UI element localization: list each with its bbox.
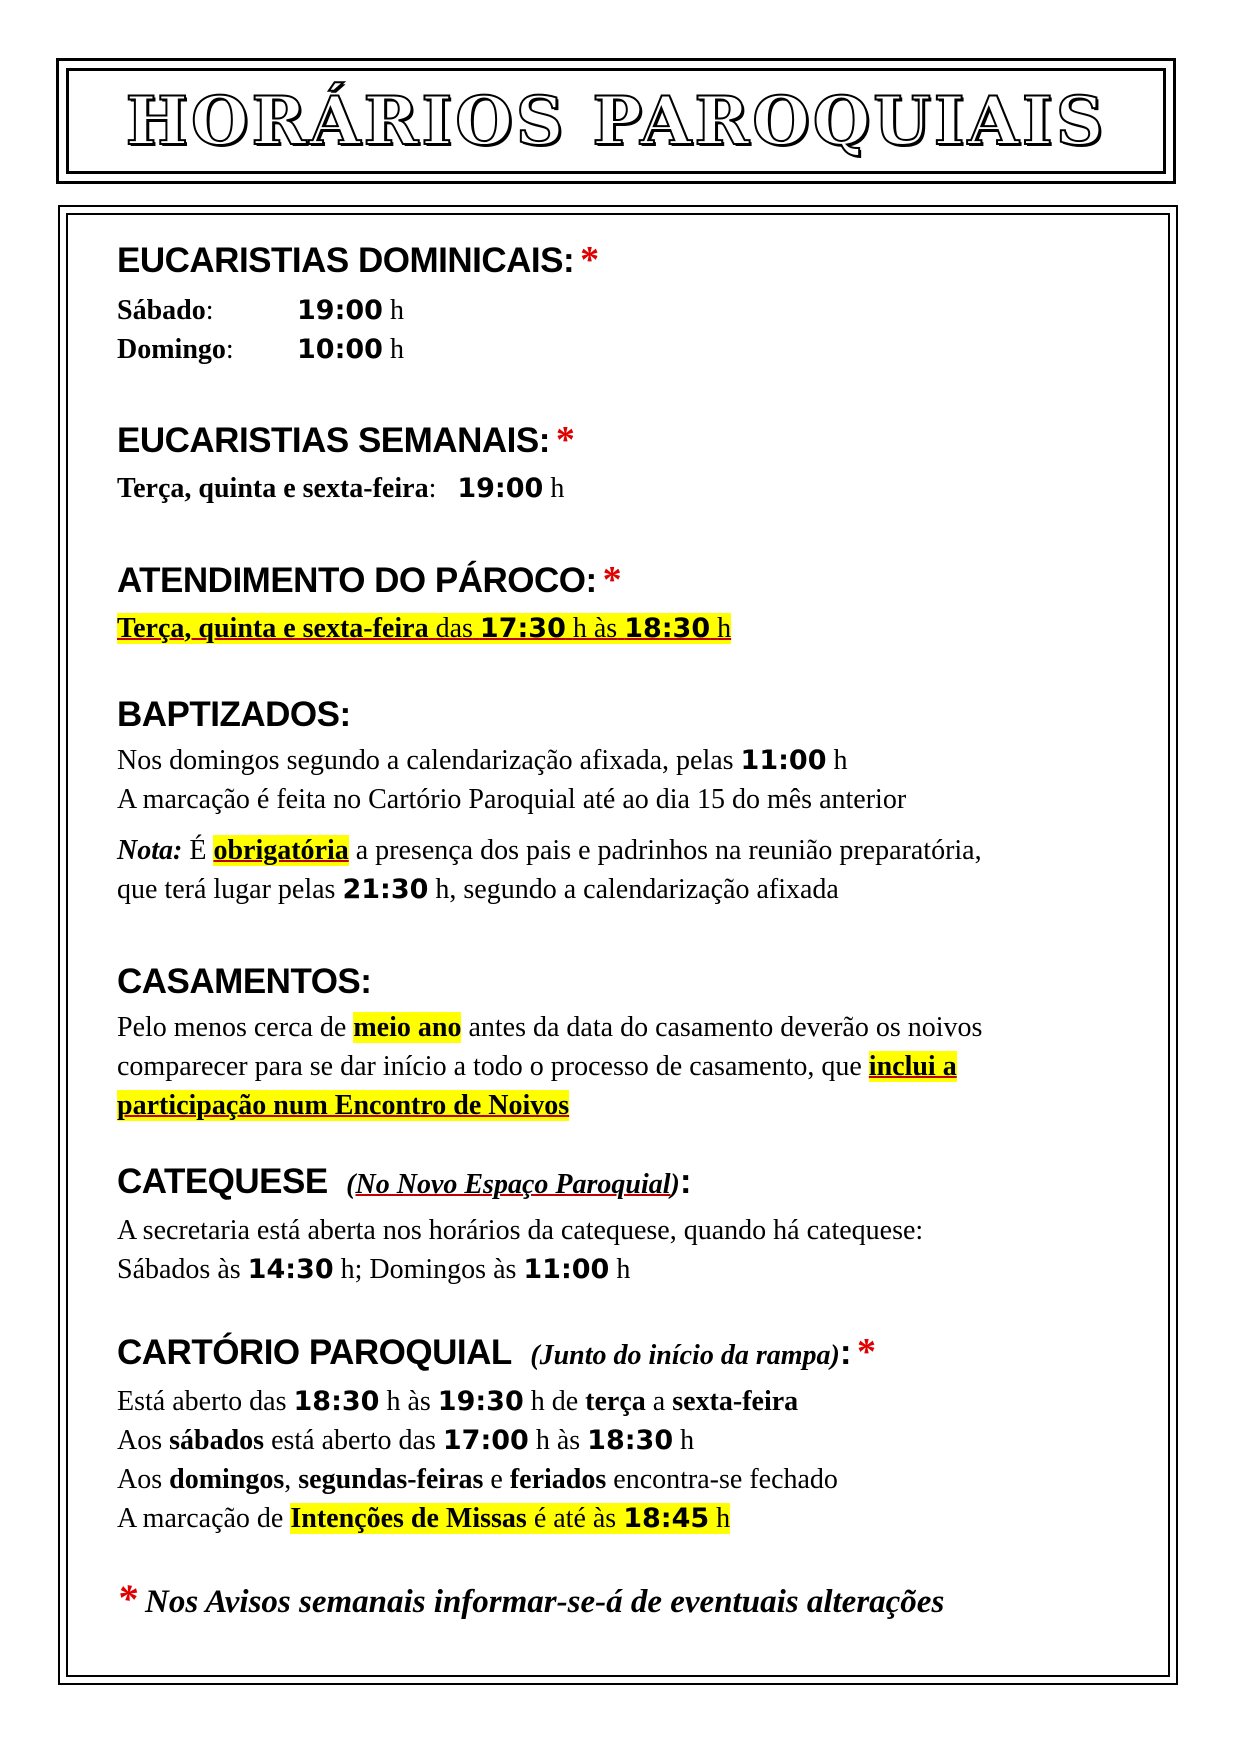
baptizados-nota-line-1: Nota: É obrigatória a presença dos pais e padrinhos na reunião preparatória, — [117, 835, 982, 866]
baptizados-heading: BAPTIZADOS: — [117, 695, 351, 734]
paroco-line: Terça, quinta e sexta-feira das 17:30 h às 18:30 h — [117, 613, 732, 644]
section-baptizados — [117, 693, 1157, 909]
asterisk: * — [580, 239, 599, 281]
catequese-line-1: A secretaria está aberta nos horários da catequese, quando há catequese: — [117, 1215, 924, 1246]
baptizados-line-2: A marcação é feita no Cartório Paroquial até ao dia 15 do mês anterior — [117, 784, 907, 815]
footer-note: * Nos Avisos semanais informar-se-á de eventuais alterações — [117, 1576, 945, 1621]
section-paroco — [117, 558, 1157, 648]
casamentos-line-3: participação num Encontro de Noivos — [117, 1090, 570, 1121]
title-frame — [56, 58, 1176, 184]
asterisk: * — [857, 1331, 876, 1373]
semanais-line: Terça, quinta e sexta-feira: 19:00 h — [117, 473, 565, 504]
asterisk: * — [117, 1576, 137, 1621]
section-semanais — [117, 418, 1157, 508]
paroco-heading: ATENDIMENTO DO PÁROCO: * — [117, 559, 622, 601]
catequese-line-2: Sábados às 14:30 h; Domingos às 11:00 h — [117, 1254, 631, 1285]
casamentos-line-2: comparecer para se dar início a todo o processo de casamento, que inclui a — [117, 1051, 957, 1082]
asterisk: * — [555, 419, 575, 461]
dominicais-row-domingo: Domingo: 10:00 h — [117, 334, 404, 365]
cartorio-line-1: Está aberto das 18:30 h às 19:30 h de terça a sexta-feira — [117, 1386, 799, 1417]
cartorio-line-3: Aos domingos, segundas-feiras e feriados encontra-se fechado — [117, 1464, 838, 1495]
semanais-heading: EUCARISTIAS SEMANAIS: * — [117, 419, 575, 461]
casamentos-line-1: Pelo menos cerca de meio ano antes da data do casamento deverão os noivos — [117, 1012, 983, 1043]
cartorio-heading: CARTÓRIO PAROQUIAL (Junto do início da rampa): * — [117, 1331, 876, 1373]
baptizados-nota-line-2: que terá lugar pelas 21:30 h, segundo a calendarização afixada — [117, 874, 839, 905]
section-dominicais — [117, 238, 1157, 369]
dominicais-row-sabado: Sábado: 19:00 h — [117, 295, 404, 326]
section-catequese — [117, 1160, 1157, 1289]
section-casamentos — [117, 960, 1157, 1125]
baptizados-line-1: Nos domingos segundo a calendarização afixada, pelas 11:00 h — [117, 745, 848, 776]
cartorio-line-4: A marcação de Intenções de Missas é até às 18:45 h — [117, 1503, 731, 1534]
casamentos-heading: CASAMENTOS: — [117, 962, 372, 1001]
cartorio-line-2: Aos sábados está aberto das 17:00 h às 18:30 h — [117, 1425, 695, 1456]
catequese-heading: CATEQUESE (No Novo Espaço Paroquial): — [117, 1162, 691, 1201]
page-title: HORÁRIOS PAROQUIAIS — [125, 82, 1107, 160]
asterisk: * — [602, 559, 622, 601]
title-inner-frame — [66, 68, 1166, 174]
dominicais-heading: EUCARISTIAS DOMINICAIS: * — [117, 239, 599, 281]
section-cartorio — [117, 1330, 1157, 1538]
